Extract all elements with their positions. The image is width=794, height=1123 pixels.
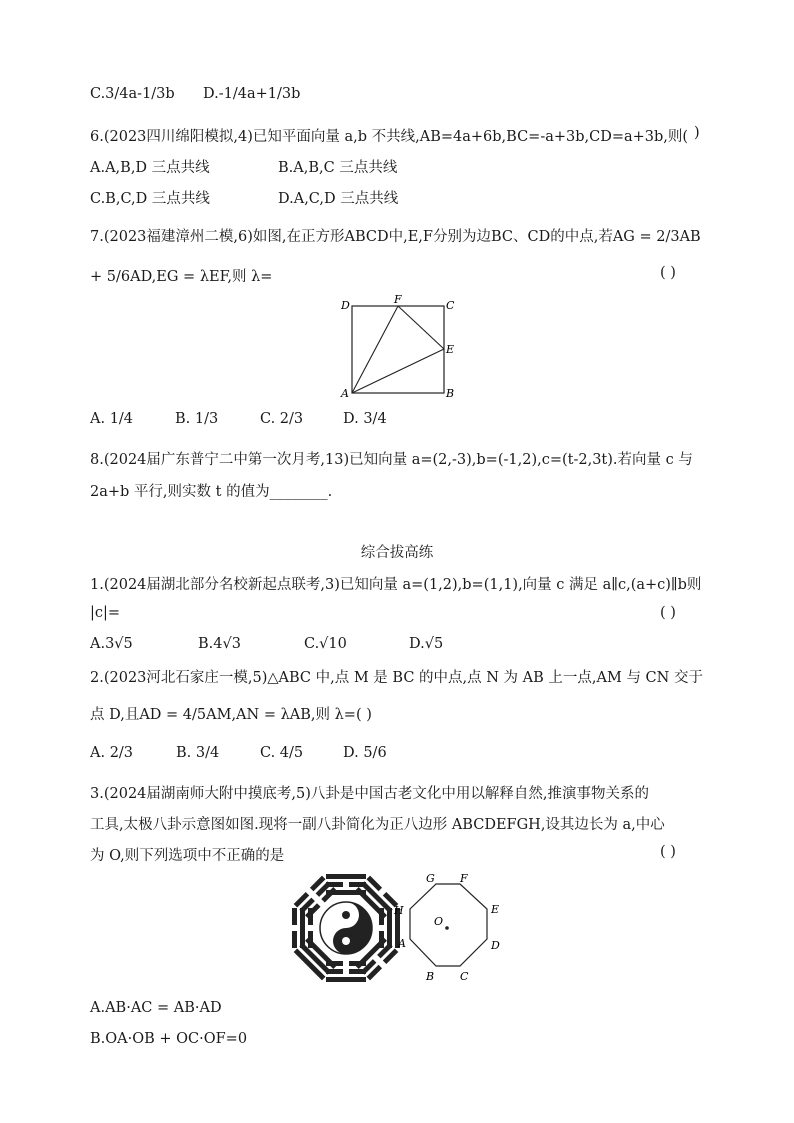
q6-option-b: B.A,B,C 三点共线	[278, 160, 398, 176]
q6-option-d: D.A,C,D 三点共线	[278, 191, 399, 207]
segment-fe	[398, 306, 444, 349]
bagua-trigrams	[292, 874, 400, 982]
label-d: D	[491, 939, 500, 952]
s1-answer-paren: ( )	[660, 605, 676, 621]
s3-stem-line2: 工具,太极八卦示意图如图.现将一副八卦简化为正八边形 ABCDEFGH,设其边长为 a,中心	[90, 817, 665, 833]
option-d: D.-1/4a+1/3b	[203, 86, 301, 102]
s1-option-c: C.√10	[304, 636, 347, 652]
q7-option-c: C. 2/3	[260, 411, 304, 427]
label-c: C	[460, 970, 469, 983]
label-f: F	[394, 295, 402, 306]
s3-option-b: B.OA·OB + OC·OF=0	[90, 1031, 248, 1047]
q7-stem-line1: 7.(2023福建漳州二模,6)如图,在正方形ABCD中,E,F分别为边BC、CD的中点,若AG = 2/3AB	[90, 229, 701, 245]
s3-stem-line1: 3.(2024届湖南师大附中摸底考,5)八卦是中国古老文化中用以解释自然,推演事物关系的	[90, 786, 649, 802]
s2-option-d: D. 5/6	[343, 745, 387, 761]
label-o: O	[434, 915, 444, 928]
s2-option-c: C. 4/5	[260, 745, 304, 761]
octagon-abcdefgh	[410, 884, 487, 966]
s1-stem-line2: |c|=	[90, 605, 121, 621]
label-b: B	[446, 387, 455, 400]
s3-option-a: A.AB·AC = AB·AD	[90, 1000, 222, 1016]
q8-stem-line2: 2a+b 平行,则实数 t 的值为________.	[90, 484, 333, 500]
q6-paren-close: )	[694, 125, 700, 141]
q6-option-a: A.A,B,D 三点共线	[90, 160, 210, 176]
s3-stem-line3: 为 O,则下列选项中不正确的是	[90, 848, 285, 864]
segment-ae	[352, 349, 444, 393]
label-e: E	[491, 903, 500, 916]
option-c: C.3/4a-1/3b	[90, 86, 175, 102]
octagon-figure	[390, 872, 510, 987]
q7-stem-line2: + 5/6AD,EG = λEF,则 λ=	[90, 269, 273, 285]
q7-option-a: A. 1/4	[90, 411, 134, 427]
section-title: 综合拔高练	[360, 545, 434, 561]
label-a: A	[341, 387, 349, 400]
s3-answer-paren: ( )	[660, 844, 676, 860]
s2-option-a: A. 2/3	[90, 745, 134, 761]
square-abcd	[352, 306, 444, 393]
s1-stem-line1: 1.(2024届湖北部分名校新起点联考,3)已知向量 a=(1,2),b=(1,1),向量 c 满足 a∥c,(a+c)∥b则	[90, 577, 702, 593]
label-c: C	[446, 299, 455, 312]
q8-stem-line1: 8.(2024届广东普宁二中第一次月考,13)已知向量 a=(2,-3),b=(-1,2),c=(t-2,3t).若向量 c 与	[90, 452, 693, 468]
center-point-o	[445, 926, 449, 930]
s1-option-b: B.4√3	[198, 636, 241, 652]
segment-af	[352, 306, 398, 393]
s1-option-a: A.3√5	[90, 636, 133, 652]
label-h: H	[394, 904, 404, 917]
s2-stem-line1: 2.(2023河北石家庄一模,5)△ABC 中,点 M 是 BC 的中点,点 N 为 AB 上一点,AM 与 CN 交于	[90, 670, 703, 686]
taiji-bagua-figure	[290, 872, 402, 984]
label-e: E	[446, 343, 455, 356]
label-b: B	[426, 970, 435, 983]
label-f: F	[460, 872, 468, 885]
label-g: G	[426, 872, 435, 885]
label-a: A	[398, 937, 406, 950]
q7-option-b: B. 1/3	[175, 411, 219, 427]
s1-option-d: D.√5	[409, 636, 444, 652]
q6-stem: 6.(2023四川绵阳模拟,4)已知平面向量 a,b 不共线,AB=4a+6b,BC=-a+3b,CD=a+3b,则(	[90, 129, 689, 145]
square-figure	[338, 295, 458, 400]
s2-stem-line2: 点 D,且AD = 4/5AM,AN = λAB,则 λ=( )	[90, 707, 372, 723]
label-d: D	[341, 299, 350, 312]
q7-answer-paren: ( )	[660, 265, 676, 281]
yin-yang-icon	[320, 902, 372, 954]
q7-option-d: D. 3/4	[343, 411, 387, 427]
q6-option-c: C.B,C,D 三点共线	[90, 191, 210, 207]
s2-option-b: B. 3/4	[176, 745, 220, 761]
